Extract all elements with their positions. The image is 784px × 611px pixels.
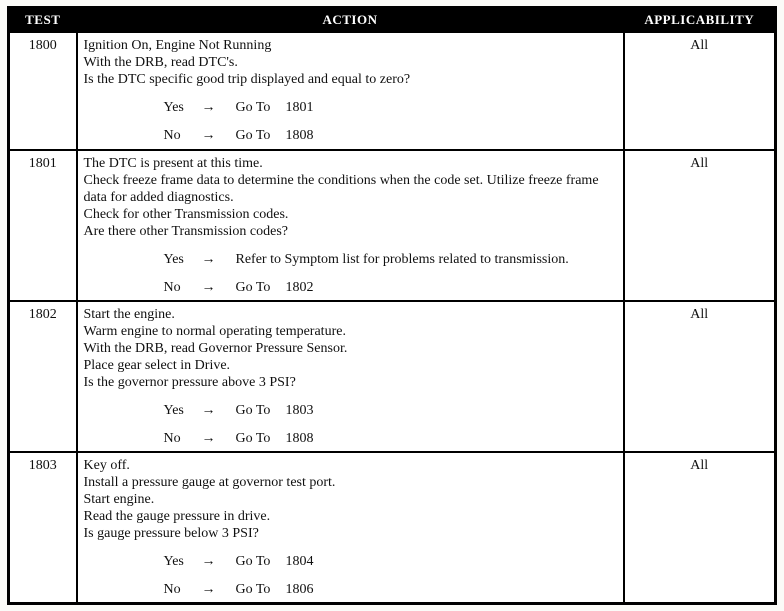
test-number: 1802 — [28, 307, 57, 322]
decision-target: 1803 — [285, 403, 314, 418]
action-line: Is the governor pressure above 3 PSI? — [83, 375, 296, 390]
decision-target: 1806 — [285, 582, 314, 597]
arrow-right-icon: → — [201, 582, 216, 597]
test-number: 1803 — [28, 458, 57, 473]
decision-answer: No — [163, 128, 181, 143]
decision-target: 1801 — [285, 100, 314, 115]
action-cell — [77, 301, 624, 452]
action-line: Warm engine to normal operating temperature. — [83, 324, 346, 339]
arrow-right-icon: → — [201, 100, 216, 115]
action-line: Is the DTC specific good trip displayed and equal to zero? — [83, 72, 411, 87]
decision-answer: No — [163, 431, 181, 446]
decision-result: Go To — [235, 403, 271, 418]
action-cell — [77, 452, 624, 604]
action-line: With the DRB, read DTC's. — [83, 55, 238, 70]
decision-result: Refer to Symptom list for problems related to transmission. — [235, 252, 569, 267]
test-number: 1801 — [28, 156, 57, 171]
action-line: With the DRB, read Governor Pressure Sensor. — [83, 341, 348, 356]
applicability-cell — [624, 301, 776, 452]
decision-result: Go To — [235, 128, 271, 143]
action-line: Check for other Transmission codes. — [83, 207, 289, 222]
action-line: Check freeze frame data to determine the conditions when the code set. Utilize freeze frame data for added diagnostics. — [83, 173, 599, 205]
arrow-right-icon: → — [201, 554, 216, 569]
action-line: Are there other Transmission codes? — [83, 224, 289, 239]
header-test: TEST — [9, 8, 77, 33]
decision-row — [164, 581, 617, 598]
table-row — [9, 32, 776, 150]
decision-result: Go To — [235, 100, 271, 115]
header-applicability: APPLICABILITY — [624, 8, 776, 33]
test-number: 1800 — [28, 38, 57, 53]
decision-row — [164, 99, 617, 116]
arrow-right-icon: → — [201, 403, 216, 418]
decision-result: Go To — [235, 554, 271, 569]
decision-row — [164, 279, 617, 296]
arrow-right-icon: → — [201, 128, 216, 143]
action-line: Start engine. — [83, 492, 155, 507]
action-line: Place gear select in Drive. — [83, 358, 231, 373]
decision-row — [164, 430, 617, 447]
arrow-right-icon: → — [201, 431, 216, 446]
decision-answer: Yes — [163, 252, 184, 267]
decision-target: 1808 — [285, 128, 314, 143]
header-row — [9, 8, 776, 33]
action-cell — [77, 150, 624, 301]
applicability-cell — [624, 32, 776, 150]
table-row — [9, 301, 776, 452]
decision-result: Go To — [235, 431, 271, 446]
applicability-cell — [624, 150, 776, 301]
decision-row — [164, 127, 617, 144]
applicability-value: All — [690, 458, 709, 473]
decision-row — [164, 402, 617, 419]
decision-answer: Yes — [163, 554, 184, 569]
decision-target: 1804 — [285, 554, 314, 569]
decision-row — [164, 251, 617, 268]
decision-answer: Yes — [163, 100, 184, 115]
header-action: ACTION — [77, 8, 624, 33]
test-cell — [9, 301, 77, 452]
action-line: Ignition On, Engine Not Running — [83, 38, 272, 53]
decision-row — [164, 553, 617, 570]
action-line: Start the engine. — [83, 307, 175, 322]
decision-result: Go To — [235, 582, 271, 597]
applicability-value: All — [690, 307, 709, 322]
action-line: Install a pressure gauge at governor test port. — [83, 475, 336, 490]
applicability-value: All — [690, 38, 709, 53]
decision-answer: No — [163, 582, 181, 597]
arrow-right-icon: → — [201, 252, 216, 267]
table-row — [9, 150, 776, 301]
decision-answer: No — [163, 280, 181, 295]
test-cell — [9, 32, 77, 150]
table-row — [9, 452, 776, 604]
action-line: The DTC is present at this time. — [83, 156, 263, 171]
decision-target: 1808 — [285, 431, 314, 446]
test-cell — [9, 150, 77, 301]
test-cell — [9, 452, 77, 604]
diagnostic-table — [7, 6, 777, 605]
decision-result: Go To — [235, 280, 271, 295]
decision-target: 1802 — [285, 280, 314, 295]
applicability-cell — [624, 452, 776, 604]
action-line: Is gauge pressure below 3 PSI? — [83, 526, 259, 541]
applicability-value: All — [690, 156, 709, 171]
arrow-right-icon: → — [201, 280, 216, 295]
action-cell — [77, 32, 624, 150]
action-line: Key off. — [83, 458, 130, 473]
decision-answer: Yes — [163, 403, 184, 418]
action-line: Read the gauge pressure in drive. — [83, 509, 271, 524]
